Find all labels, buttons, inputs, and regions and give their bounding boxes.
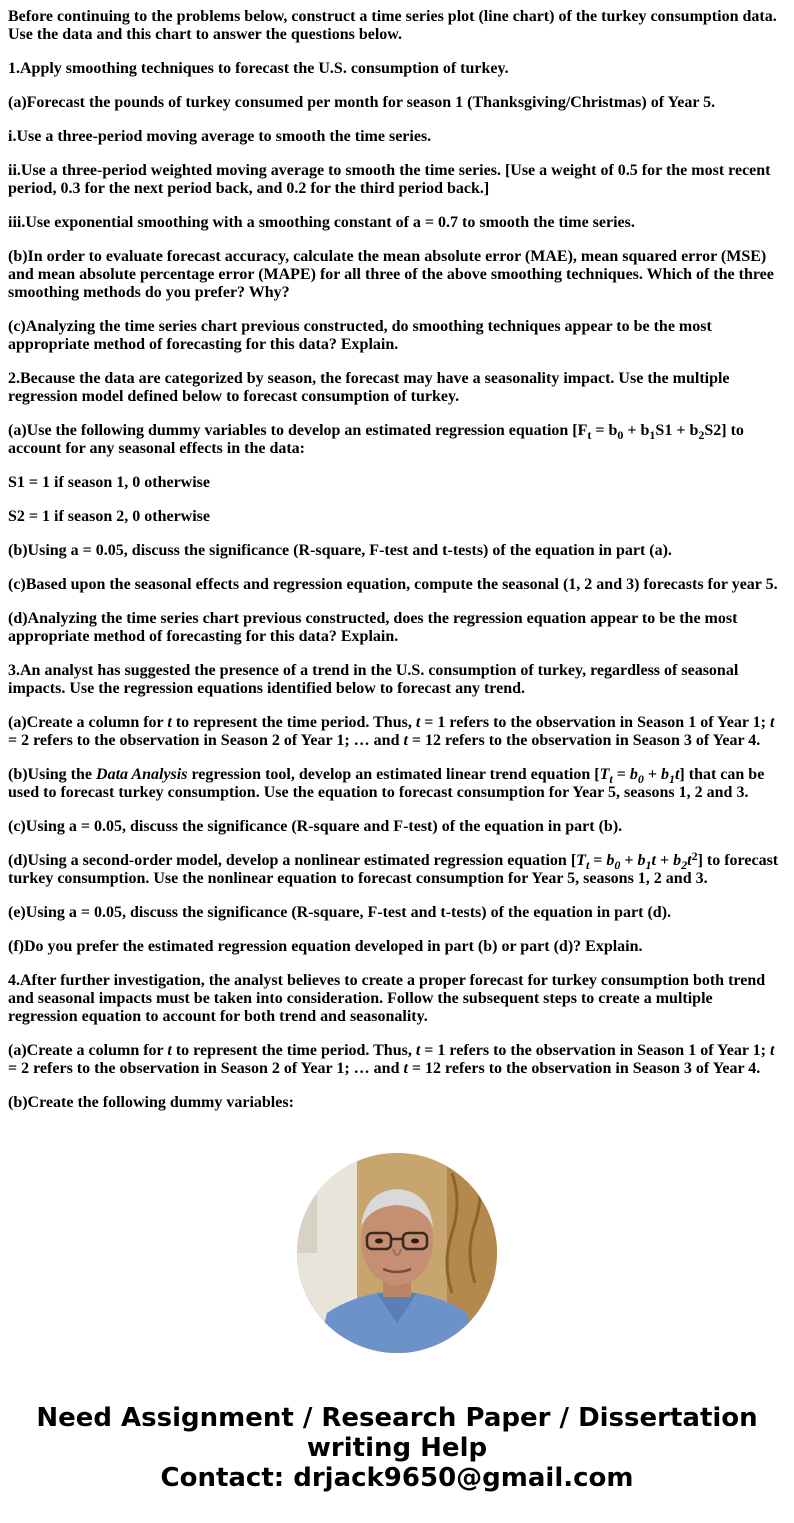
q3-part-b: (b)Using the Data Analysis regression tool, develop an estimated linear trend equation $[T_t = b_0 + b_1t]$ that can be used to forecast turkey consumption. Use the equation to forecast consumption for Year 5, seasons 1, 2 and 3. bbox=[8, 766, 765, 801]
document-body bbox=[8, 8, 784, 1122]
q3-part-e: (e)Using a = 0.05, discuss the significance (R-square, F-test and t-tests) of the equation in part (d). bbox=[8, 904, 672, 921]
q2-dummy-s2: S2 = 1 if season 2, 0 otherwise bbox=[8, 508, 210, 525]
q2-part-c: (c)Based upon the seasonal effects and regression equation, compute the seasonal (1, 2 and 3) forecasts for year 5. bbox=[8, 576, 778, 593]
q2-part-b: (b)Using a = 0.05, discuss the significance (R-square, F-test and t-tests) of the equation in part (a). bbox=[8, 542, 672, 559]
q3-part-f: (f)Do you prefer the estimated regression equation developed in part (b) or part (d)? Explain. bbox=[8, 938, 643, 955]
q1-part-a: (a)Forecast the pounds of turkey consumed per month for season 1 (Thanksgiving/Christmas) of Year 5. bbox=[8, 94, 716, 111]
footer-line-help: Need Assignment / Research Paper / Dissertation writing Help bbox=[36, 1403, 758, 1463]
q1-part-iii: iii.Use exponential smoothing with a smoothing constant of a = 0.7 to smooth the time series. bbox=[8, 214, 635, 231]
q3-part-a: (a)Create a column for t to represent the time period. Thus, t = 1 refers to the observation in Season 1 of Year 1; t = 2 refers to the observation in Season 2 of Year 1; … and t = 12 refers to the observation in Season 3 of Year 4. bbox=[8, 714, 775, 749]
q1-heading: 1.Apply smoothing techniques to forecast the U.S. consumption of turkey. bbox=[8, 60, 509, 77]
q4-part-b: (b)Create the following dummy variables: bbox=[8, 1094, 294, 1111]
avatar-portrait bbox=[297, 1153, 497, 1353]
q2-part-a: (a)Use the following dummy variables to develop an estimated regression equation $[F_t = b_0 + b_1S1 + b_2S2]$ to account for any seasonal effects in the data: bbox=[8, 422, 744, 457]
q1-part-i: i.Use a three-period moving average to smooth the time series. bbox=[8, 128, 432, 145]
q1-part-c: (c)Analyzing the time series chart previous constructed, do smoothing techniques appear to be the most appropriate method of forecasting for this data? Explain. bbox=[8, 318, 712, 353]
q2-heading: 2.Because the data are categorized by season, the forecast may have a seasonality impact. Use the multiple regression model defined below to forecast consumption of turkey. bbox=[8, 370, 730, 405]
q3-part-c: (c)Using a = 0.05, discuss the significance (R-square and F-test) of the equation in part (b). bbox=[8, 818, 623, 835]
q1-part-ii: ii.Use a three-period weighted moving average to smooth the time series. [Use a weight of 0.5 for the most recent period, 0.3 for the next period back, and 0.2 for the third period back.] bbox=[8, 162, 771, 197]
q2-dummy-s1: S1 = 1 if season 1, 0 otherwise bbox=[8, 474, 210, 491]
avatar bbox=[297, 1153, 497, 1353]
q3-part-d: (d)Using a second-order model, develop a nonlinear estimated regression equation $[T_t = b_0 + b_1t + b_2t^2]$ to forecast turkey consumption. Use the nonlinear equation to forecast consumption for Year 5, seasons 1, 2 and 3. bbox=[8, 849, 779, 887]
q2-part-d: (d)Analyzing the time series chart previous constructed, does the regression equation appear to be the most appropriate method of forecasting for this data? Explain. bbox=[8, 610, 738, 645]
q4-heading: 4.After further investigation, the analyst believes to create a proper forecast for turkey consumption both trend and seasonal impacts must be taken into consideration. Follow the subsequent steps to create a multiple regression equation to account for both trend and seasonality. bbox=[8, 972, 766, 1025]
intro-paragraph: Before continuing to the problems below, construct a time series plot (line chart) of the turkey consumption data. Use the data and this chart to answer the questions below. bbox=[8, 8, 777, 43]
footer-line-contact: Contact: drjack9650@gmail.com bbox=[160, 1463, 634, 1493]
q3-heading: 3.An analyst has suggested the presence of a trend in the U.S. consumption of turkey, regardless of seasonal impacts. Use the regression equations identified below to forecast any trend. bbox=[8, 662, 739, 697]
q4-part-a: (a)Create a column for t to represent the time period. Thus, t = 1 refers to the observation in Season 1 of Year 1; t = 2 refers to the observation in Season 2 of Year 1; … and t = 12 refers to the observation in Season 3 of Year 4. bbox=[8, 1042, 775, 1077]
q1-part-b: (b)In order to evaluate forecast accuracy, calculate the mean absolute error (MAE), mean squared error (MSE) and mean absolute percentage error (MAPE) for all three of the above smoothing techniques. Which of the three smoothing methods do you prefer? Why? bbox=[8, 248, 774, 301]
promo-footer bbox=[0, 1403, 794, 1493]
